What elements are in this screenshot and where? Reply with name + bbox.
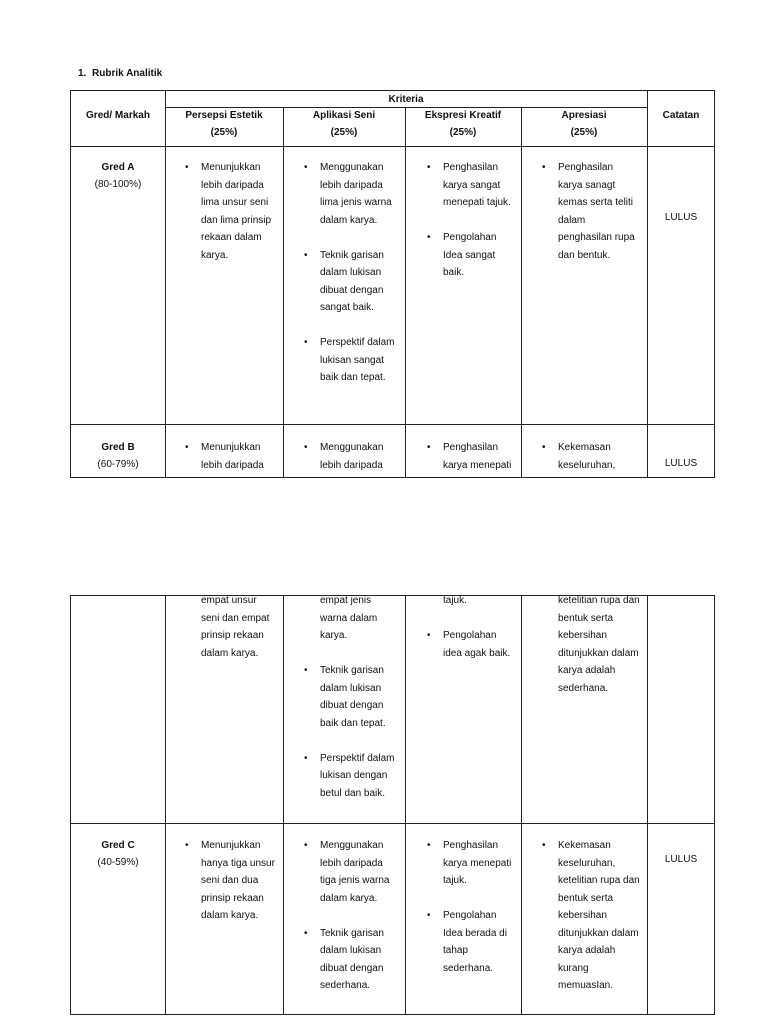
bullet-text-line: Menunjukkan (201, 840, 261, 851)
bullet-text-line: Menggunakan (320, 840, 384, 851)
bullet-text-line: kebersihan (558, 630, 607, 641)
bullet-icon: • (304, 337, 308, 348)
bullet-item (427, 229, 511, 282)
bullet-text-line: prinsip rekaan (201, 630, 264, 641)
grade-a-apresiasi (542, 159, 635, 282)
bullet-item (304, 159, 394, 229)
bullet-text-line: seni dan empat (201, 612, 270, 624)
grade-b-label: Gred B (60-79%) (97, 442, 139, 470)
bullet-list (304, 439, 383, 474)
bullet-text-line: dalam karya. (201, 647, 259, 659)
bullet-text-line: tiga jenis warna (320, 875, 390, 886)
bullet-text-line: lebih daripada (320, 857, 383, 869)
bullet-text-line: karya. (201, 249, 229, 261)
note-col-header: Catatan (662, 110, 700, 121)
grade-c-ekspresi (427, 837, 511, 995)
row-divider (71, 146, 714, 147)
bullet-icon: • (304, 162, 308, 173)
grade-b-note: LULUS (664, 458, 698, 469)
bullet-text-line: bentuk serta (558, 892, 614, 904)
row-divider (71, 823, 714, 824)
bullet-text-line: karya. (320, 630, 348, 641)
bullet-text-line: Menunjukkan (201, 162, 261, 173)
bullet-text-line: idea agak baik. (443, 647, 511, 659)
grade-b-persepsi-part2 (185, 592, 269, 680)
criteria-header: Kriteria (388, 94, 424, 105)
col-divider (521, 596, 522, 1014)
section-title: Rubrik Analitik (92, 68, 163, 79)
bullet-icon: • (427, 630, 431, 641)
col-divider (405, 108, 406, 477)
bullet-icon: • (542, 162, 546, 173)
bullet-item (185, 592, 269, 662)
bullet-text-line: Penghasilan (443, 840, 499, 851)
bullet-item (427, 159, 511, 212)
bullet-text-line: baik. (443, 267, 465, 278)
bullet-text-line: dalam karya. (320, 892, 378, 904)
bullet-text-line: ketelitian rupa dan (558, 595, 640, 606)
bullet-text-line: karya sangat (443, 179, 501, 191)
bullet-item (185, 159, 271, 264)
col-divider (521, 108, 522, 477)
bullet-text-line: Teknik garisan (320, 927, 384, 939)
bullet-text-line: Penghasilan (558, 162, 614, 173)
bullet-text-line: empat jenis (320, 595, 372, 606)
bullet-text-line: dalam lukisan (320, 945, 382, 956)
grade-c-apresiasi (542, 837, 640, 1012)
bullet-text-line: prinsip rekaan (201, 892, 264, 904)
bullet-text-line: ditunjukkan dalam (558, 927, 639, 939)
bullet-icon: • (427, 910, 431, 921)
bullet-text-line: lukisan sangat (320, 354, 384, 366)
grade-col-header: Gred/ Markah (86, 110, 150, 121)
criteria-col-persepsi: Persepsi Estetik (25%) (185, 110, 263, 138)
bullet-text-line: Teknik garisan (320, 665, 384, 676)
bullet-icon: • (427, 232, 431, 243)
bullet-text-line: Pengolahan (443, 910, 497, 921)
bullet-icon: • (304, 840, 308, 851)
bullet-text-line: kemas serta teliti (558, 197, 634, 208)
grade-a-aplikasi (304, 159, 394, 404)
bullet-icon: • (427, 840, 431, 851)
bullet-text-line: keseluruhan, (558, 459, 616, 471)
bullet-list (185, 592, 269, 662)
bullet-text-line: kebersihan (558, 910, 607, 921)
bullet-text-line: ditunjukkan dalam (558, 647, 639, 659)
col-divider (647, 596, 648, 1014)
bullet-text-line: Pengolahan (443, 232, 497, 243)
bullet-text-line: tahap (443, 945, 469, 956)
bullet-list (542, 837, 640, 995)
criteria-col-apresiasi: Apresiasi (25%) (561, 110, 607, 138)
bullet-list (542, 159, 635, 264)
bullet-text-line: Menggunakan (320, 162, 384, 173)
bullet-item (427, 907, 511, 977)
col-divider (165, 91, 166, 477)
bullet-item (427, 627, 510, 662)
bullet-list (185, 439, 264, 474)
bullet-list (304, 592, 377, 645)
grade-b-ekspresi-part2 (427, 592, 467, 627)
grade-b-aplikasi-part1 (304, 439, 383, 492)
bullet-text-line: memuasIan. (558, 980, 614, 991)
grade-a-persepsi (185, 159, 271, 282)
grade-b-persepsi-part1 (185, 439, 264, 492)
bullet-text-line: dibuat dengan (320, 284, 384, 296)
bullet-text-line: sederhana. (320, 980, 371, 991)
bullet-text-line: penghasilan rupa (558, 232, 635, 243)
bullet-item (542, 837, 640, 995)
bullet-text-line: tajuk. (443, 595, 467, 606)
grade-b-ekspresi-part1 (427, 439, 511, 492)
grade-b-aplikasi-part2 (304, 592, 377, 662)
bullet-icon: • (427, 162, 431, 173)
bullet-text-line: sederhana. (443, 962, 494, 974)
bullet-text-line: lima unsur seni (201, 197, 269, 208)
bullet-text-line: Menunjukkan (201, 442, 261, 453)
section-heading (78, 68, 162, 79)
grade-a-note: LULUS (664, 212, 698, 223)
grade-b-aplikasi-part3 (304, 662, 394, 820)
bullet-icon: • (542, 840, 546, 851)
bullet-icon: • (304, 665, 308, 676)
rubric-table-part-1 (70, 90, 715, 478)
bullet-item (304, 247, 394, 317)
bullet-item (542, 159, 635, 264)
grade-b-apresiasi-part1 (542, 439, 615, 492)
bullet-text-line: menepati tajuk. (443, 197, 511, 208)
bullet-text-line: bentuk serta (558, 612, 614, 624)
bullet-icon: • (185, 442, 189, 453)
rubric-table-part-2 (70, 595, 715, 1015)
bullet-text-line: lebih daripada (201, 459, 264, 471)
grade-c-persepsi (185, 837, 275, 942)
bullet-text-line: lukisan dengan (320, 770, 388, 781)
bullet-icon: • (185, 162, 189, 173)
bullet-list (542, 592, 640, 697)
bullet-item (185, 439, 264, 474)
bullet-icon: • (185, 840, 189, 851)
bullet-text-line: kurang (558, 962, 589, 974)
bullet-icon: • (304, 927, 308, 939)
bullet-icon: • (542, 442, 546, 453)
bullet-text-line: dan bentuk. (558, 249, 611, 261)
bullet-text-line: warna dalam (320, 612, 378, 624)
bullet-text-line: Idea berada di (443, 927, 507, 939)
bullet-text-line: dalam (558, 214, 586, 226)
bullet-text-line: Teknik garisan (320, 249, 384, 261)
bullet-list (185, 837, 275, 925)
bullet-text-line: lebih daripada (320, 459, 383, 471)
bullet-item (427, 439, 511, 474)
bullet-text-line: Idea sangat (443, 249, 496, 261)
bullet-text-line: lima jenis warna (320, 197, 392, 208)
bullet-item (542, 439, 615, 474)
bullet-item (304, 439, 383, 474)
bullet-item (304, 925, 389, 995)
bullet-item (185, 837, 275, 925)
col-divider (283, 596, 284, 1014)
bullet-text-line: Kekemasan (558, 840, 611, 851)
bullet-icon: • (427, 442, 431, 453)
row-divider (71, 424, 714, 425)
grade-b-apresiasi-part2 (542, 592, 640, 715)
bullet-text-line: dibuat dengan (320, 700, 384, 711)
grade-b-ekspresi-part3 (427, 627, 510, 680)
bullet-list (304, 159, 394, 387)
bullet-text-line: dibuat dengan (320, 962, 384, 974)
bullet-text-line: tajuk. (443, 875, 467, 886)
criteria-col-aplikasi: Aplikasi Seni (25%) (312, 110, 376, 138)
bullet-text-line: Menggunakan (320, 442, 384, 453)
bullet-list (185, 159, 271, 264)
bullet-text-line: dalam karya. (320, 214, 378, 226)
bullet-text-line: seni dan dua (201, 875, 259, 886)
bullet-text-line: karya adalah (558, 945, 616, 956)
bullet-text-line: karya adalah (558, 665, 616, 676)
col-divider (283, 108, 284, 477)
bullet-list (427, 439, 511, 474)
bullet-item (304, 750, 394, 803)
bullet-item (304, 592, 377, 645)
bullet-text-line: dalam lukisan (320, 267, 382, 278)
bullet-list (427, 837, 511, 977)
grade-a-ekspresi (427, 159, 511, 299)
bullet-text-line: Perspektif dalam (320, 752, 395, 764)
bullet-text-line: dalam lukisan (320, 682, 382, 694)
bullet-list (427, 159, 511, 282)
bullet-item (304, 334, 394, 387)
bullet-list (542, 439, 615, 474)
bullet-text-line: baik dan tepat. (320, 717, 386, 729)
bullet-text-line: karya menepati (443, 459, 512, 471)
bullet-item (427, 592, 467, 610)
bullet-text-line: empat unsur (201, 595, 257, 606)
bullet-text-line: baik dan tepat. (320, 372, 386, 383)
bullet-text-line: keseluruhan, (558, 857, 616, 869)
bullet-item (304, 662, 394, 732)
bullet-text-line: rekaan dalam (201, 232, 262, 243)
bullet-text-line: Penghasilan (443, 162, 499, 173)
bullet-text-line: sangat baik. (320, 302, 374, 313)
bullet-list (427, 627, 510, 662)
bullet-item (304, 837, 389, 907)
bullet-icon: • (304, 442, 308, 453)
bullet-text-line: lebih daripada (201, 179, 264, 191)
bullet-text-line: Pengolahan (443, 630, 497, 641)
col-divider (165, 596, 166, 1014)
bullet-list (304, 662, 394, 802)
bullet-text-line: dan lima prinsip (201, 214, 272, 226)
bullet-text-line: hanya tiga unsur (201, 857, 275, 869)
bullet-text-line: betul dan baik. (320, 787, 386, 799)
bullet-icon: • (304, 249, 308, 261)
bullet-list (304, 837, 389, 995)
bullet-text-line: ketelitian rupa dan (558, 875, 640, 886)
grade-c-label: Gred C (40-59%) (97, 840, 139, 868)
col-divider (405, 596, 406, 1014)
bullet-text-line: sederhana. (558, 682, 609, 694)
bullet-item (542, 592, 640, 697)
bullet-list (427, 592, 467, 610)
col-divider (647, 91, 648, 477)
grade-c-aplikasi (304, 837, 389, 1012)
criteria-col-ekspresi: Ekspresi Kreatif (25%) (424, 110, 502, 138)
bullet-text-line: dalam karya. (201, 910, 259, 921)
bullet-text-line: karya menepati (443, 857, 512, 869)
bullet-text-line: lebih daripada (320, 179, 383, 191)
bullet-text-line: Penghasilan (443, 442, 499, 453)
bullet-text-line: Perspektif dalam (320, 337, 395, 348)
grade-c-note: LULUS (664, 854, 698, 865)
bullet-icon: • (304, 752, 308, 764)
bullet-item (427, 837, 511, 890)
bullet-text-line: karya sanagt (558, 179, 616, 191)
bullet-text-line: Kekemasan (558, 442, 611, 453)
section-number: 1. (78, 68, 87, 79)
grade-a-label: Gred A (80-100%) (94, 162, 142, 190)
